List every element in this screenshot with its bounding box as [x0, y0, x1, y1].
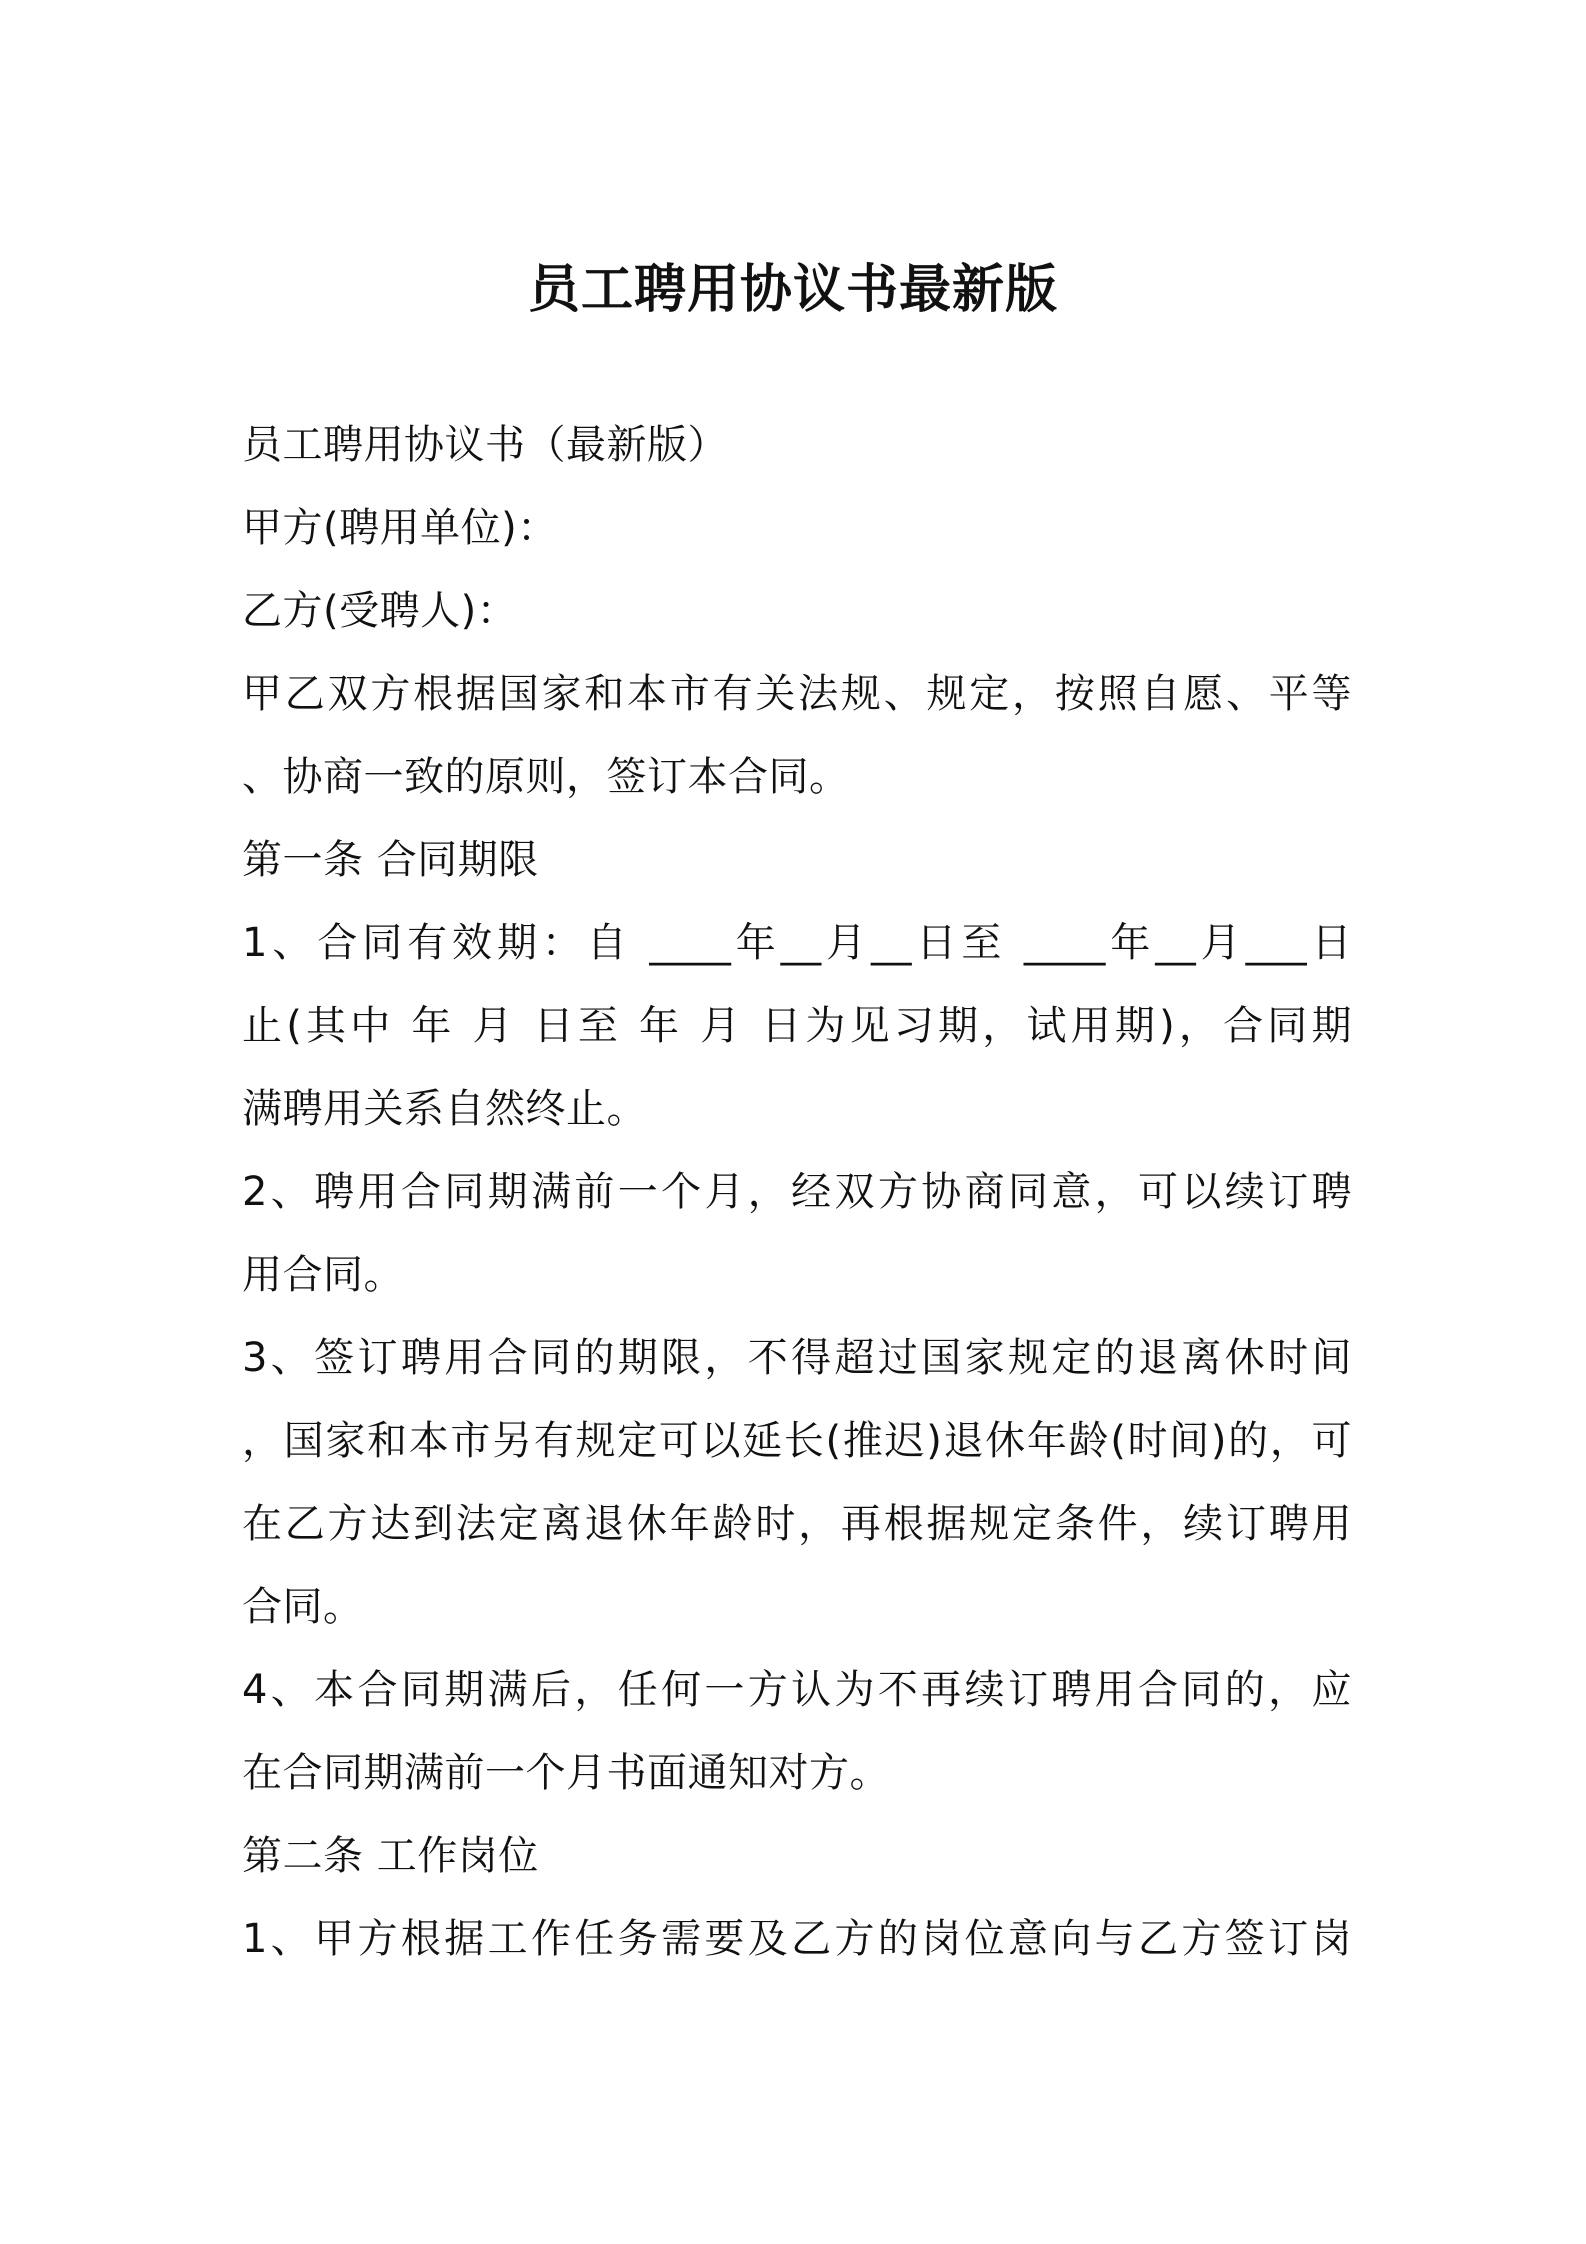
- body-line: 用合同。: [242, 1252, 404, 1298]
- subtitle-line: 员工聘用协议书（最新版）: [242, 422, 728, 468]
- body-line: 1、合同有效期：自 ____年__月__日至 ____年__月___日: [242, 920, 1352, 966]
- body-line: 3、签订聘用合同的期限，不得超过国家规定的退离休时间: [242, 1335, 1352, 1381]
- party-b-line: 乙方(受聘人)：: [242, 588, 518, 634]
- body-line: ，国家和本市另有规定可以延长(推迟)退休年龄(时间)的，可: [242, 1418, 1352, 1464]
- body-line: 在乙方达到法定离退休年龄时，再根据规定条件，续订聘用: [242, 1501, 1352, 1547]
- section-heading: 第二条 工作岗位: [242, 1833, 539, 1879]
- body-line: 在合同期满前一个月书面通知对方。: [242, 1750, 890, 1796]
- body-line: 合同。: [242, 1584, 364, 1630]
- body-line: 满聘用关系自然终止。: [242, 1086, 647, 1132]
- body-line: 、协商一致的原则，签订本合同。: [242, 754, 850, 800]
- body-line: 1、甲方根据工作任务需要及乙方的岗位意向与乙方签订岗: [242, 1916, 1352, 1962]
- body-line: 4、本合同期满后，任何一方认为不再续订聘用合同的，应: [242, 1667, 1352, 1713]
- document-title: 员工聘用协议书最新版: [527, 260, 1058, 320]
- section-heading: 第一条 合同期限: [242, 837, 539, 883]
- party-a-line: 甲方(聘用单位)：: [242, 505, 558, 551]
- body-line: 甲乙双方根据国家和本市有关法规、规定，按照自愿、平等: [242, 671, 1352, 717]
- body-line: 2、聘用合同期满前一个月，经双方协商同意，可以续订聘: [242, 1169, 1352, 1215]
- document-body: [242, 404, 1352, 1981]
- body-line: 止(其中 年 月 日至 年 月 日为见习期，试用期)，合同期: [242, 1003, 1352, 1049]
